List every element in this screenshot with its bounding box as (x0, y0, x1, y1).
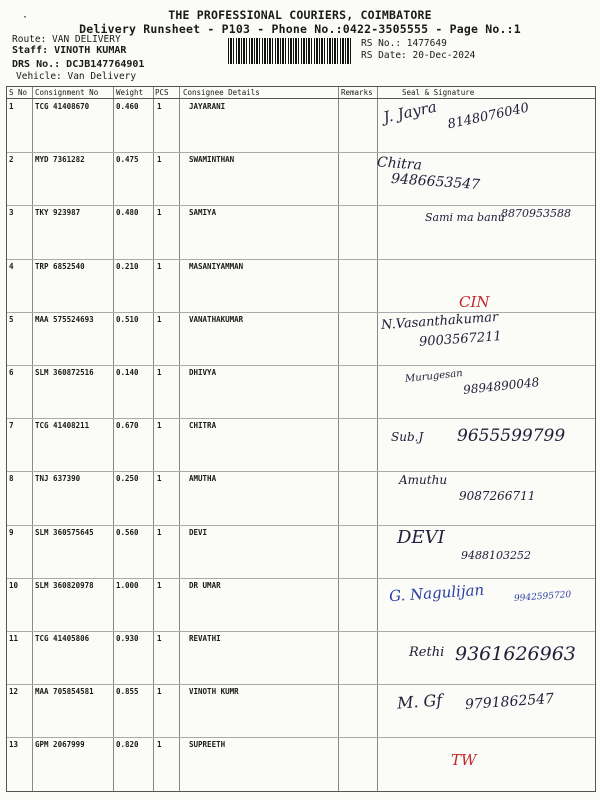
cell-consignee: REVATHI (189, 634, 221, 643)
rs-number: RS No.: 1477649 (361, 38, 447, 49)
cell-weight: 0.560 (116, 527, 139, 537)
cell-consignment: TRP 6852540 (35, 261, 85, 271)
handwritten-phone: 9003567211 (418, 328, 503, 350)
handwritten-phone: 9655599799 (457, 426, 566, 447)
table-row (7, 152, 595, 206)
cell-consignment: SLM 360872516 (35, 368, 94, 377)
table-body (7, 99, 595, 791)
header-weight: Weight (116, 88, 144, 97)
table-row (7, 418, 595, 472)
cell-pcs: 1 (157, 368, 162, 377)
dot-mark: · (22, 12, 29, 23)
cell-sno: 9 (9, 527, 14, 537)
cell-consignment: SLM 360820978 (35, 580, 94, 590)
cell-sno: 6 (9, 368, 14, 377)
cell-sno: 5 (9, 314, 14, 324)
signature: Sami ma banu (425, 211, 505, 225)
signature: G. Nagulijan (388, 580, 485, 606)
handwritten-phone: 9087266711 (459, 489, 536, 504)
cell-pcs: 1 (157, 580, 162, 590)
cell-sno: 2 (9, 155, 14, 165)
signature: J. Jayra (381, 97, 439, 127)
rs-date: RS Date: 20-Dec-2024 (361, 50, 476, 61)
red-ink-mark: CIN (459, 292, 490, 311)
cell-consignee: MASANIYAMMAN (189, 261, 244, 271)
runsheet-table (6, 86, 596, 792)
cell-weight: 0.930 (116, 634, 139, 643)
cell-sno: 7 (9, 421, 14, 431)
cell-pcs: 1 (157, 314, 162, 324)
cell-sno: 13 (9, 740, 19, 750)
cell-weight: 0.140 (116, 368, 139, 377)
table-row (7, 259, 595, 313)
table-header (7, 87, 595, 99)
header-consignment: Consignment No (35, 88, 99, 97)
cell-consignment: TKY 923987 (35, 208, 81, 218)
cell-weight: 0.670 (116, 421, 139, 431)
cell-consignee: DHIVYA (189, 368, 217, 377)
table-row (7, 737, 595, 790)
handwritten-phone: 9361626963 (455, 643, 576, 665)
cell-weight: 1.000 (116, 580, 139, 590)
vehicle-label: Vehicle: Van Delivery (16, 71, 137, 82)
cell-consignment: TCG 41408211 (35, 421, 90, 431)
cell-consignee: VANATHAKUMAR (189, 314, 244, 324)
header-consignee: Consignee Details (183, 88, 260, 97)
cell-pcs: 1 (157, 261, 162, 271)
cell-pcs: 1 (157, 208, 162, 218)
cell-consignee: CHITRA (189, 421, 217, 431)
header-remarks: Remarks (341, 88, 373, 97)
cell-pcs: 1 (157, 740, 162, 750)
table-row (7, 471, 595, 525)
cell-sno: 1 (9, 102, 14, 111)
table-row (7, 309, 595, 366)
handwritten-phone: 9486653547 (390, 171, 481, 194)
cell-weight: 0.210 (116, 261, 139, 271)
cell-pcs: 1 (157, 421, 162, 431)
cell-consignment: TCG 41405806 (35, 634, 90, 643)
cell-pcs: 1 (157, 102, 162, 111)
cell-consignment: GPM 2067999 (35, 740, 85, 750)
runsheet-subtitle: Delivery Runsheet - P103 - Phone No.:0422-3505555 - Page No.:1 (79, 22, 521, 36)
cell-pcs: 1 (157, 687, 162, 697)
cell-consignment: MAA 575524693 (35, 314, 94, 324)
header-signature: Seal & Signature (402, 88, 475, 97)
cell-pcs: 1 (157, 634, 162, 643)
cell-pcs: 1 (157, 527, 162, 537)
signature: M. Gf (396, 690, 443, 713)
handwritten-phone: 9894890048 (462, 375, 540, 397)
handwritten-phone: 9791862547 (464, 691, 555, 714)
table-row (7, 684, 595, 738)
cell-consignment: TCG 41408670 (35, 102, 90, 111)
cell-consignment: MAA 705854581 (35, 687, 94, 697)
route-label: Route: VAN DELIVERY (12, 34, 121, 45)
cell-weight: 0.510 (116, 314, 139, 324)
signature: Rethi (409, 645, 445, 660)
table-row (7, 365, 595, 419)
signature: Murugesan (404, 368, 464, 385)
cell-consignee: AMUTHA (189, 474, 217, 484)
signature: Chitra (376, 154, 423, 174)
cell-sno: 12 (9, 687, 19, 697)
table-row (7, 99, 595, 153)
handwritten-phone: 9488103252 (461, 548, 531, 562)
cell-weight: 0.480 (116, 208, 139, 218)
cell-consignee: DEVI (189, 527, 208, 537)
cell-sno: 8 (9, 474, 14, 484)
cell-sno: 4 (9, 261, 14, 271)
cell-weight: 0.460 (116, 102, 139, 111)
cell-weight: 0.855 (116, 687, 139, 697)
table-row (7, 525, 595, 579)
cell-consignment: TNJ 637390 (35, 474, 81, 484)
signature: DEVI (397, 526, 445, 548)
cell-consignment: SLM 360575645 (35, 527, 94, 537)
handwritten-phone: 8870953588 (501, 207, 571, 221)
cell-consignee: SUPREETH (189, 740, 226, 750)
barcode (228, 38, 352, 64)
cell-consignee: SAMIYA (189, 208, 217, 218)
signature: Sub.J (391, 430, 424, 445)
staff-label: Staff: VINOTH KUMAR (12, 45, 127, 56)
cell-consignee: VINOTH KUMR (189, 687, 239, 697)
cell-consignee: DR UMAR (189, 580, 221, 590)
cell-sno: 10 (9, 580, 19, 590)
cell-sno: 3 (9, 208, 14, 218)
drs-number: DRS No.: DCJB147764901 (12, 59, 145, 70)
company-title: THE PROFESSIONAL COURIERS, COIMBATORE (168, 8, 432, 22)
table-row (7, 578, 595, 632)
handwritten-phone: 9942595720 (513, 589, 572, 604)
handwritten-phone: 8148076040 (446, 100, 531, 133)
table-row (7, 631, 595, 685)
table-row (7, 205, 595, 259)
cell-pcs: 1 (157, 474, 162, 484)
cell-consignment: MYD 7361282 (35, 155, 85, 165)
red-ink-mark: TW (451, 751, 477, 770)
cell-pcs: 1 (157, 155, 162, 165)
cell-consignee: SWAMINTHAN (189, 155, 235, 165)
cell-weight: 0.250 (116, 474, 139, 484)
header-sno: S No (9, 88, 28, 97)
cell-consignee: JAYARANI (189, 102, 226, 111)
cell-weight: 0.820 (116, 740, 139, 750)
cell-sno: 11 (9, 634, 19, 643)
cell-weight: 0.475 (116, 155, 139, 165)
signature: N.Vasanthakumar (380, 309, 499, 333)
signature: Amuthu (399, 473, 448, 488)
header-pcs: PCS (155, 88, 169, 97)
